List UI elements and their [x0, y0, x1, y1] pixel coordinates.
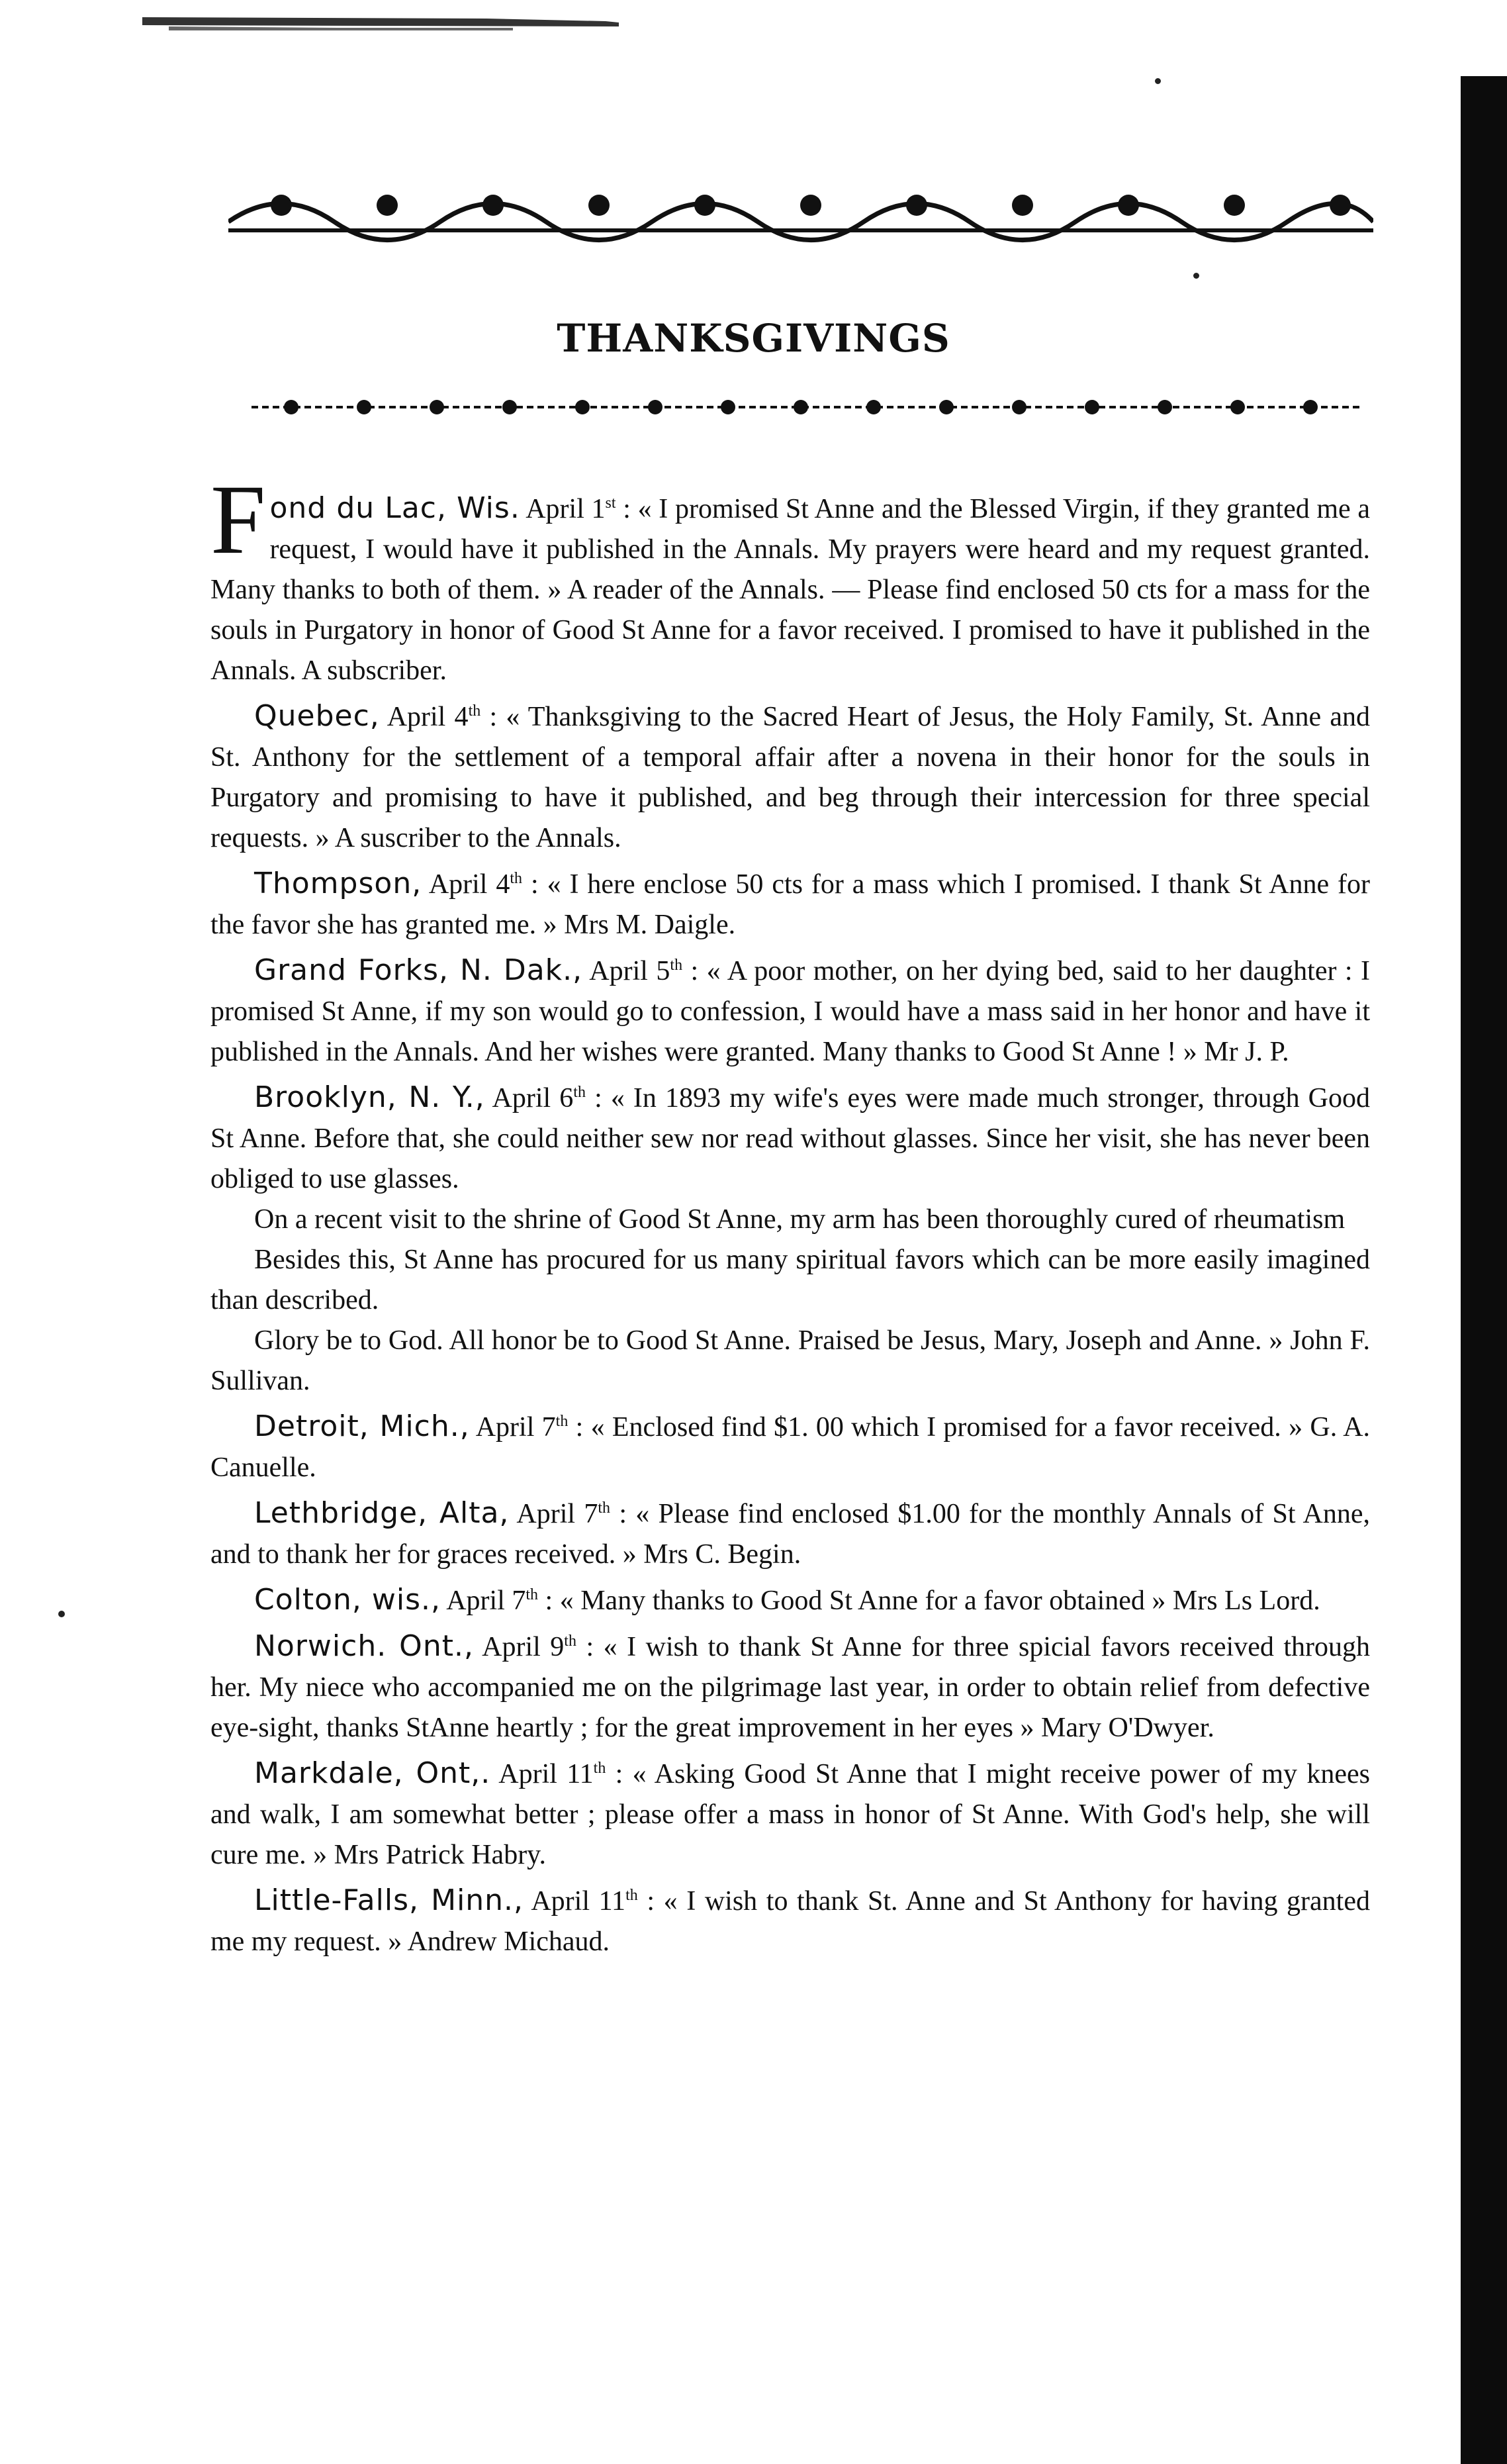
decorative-divider	[251, 394, 1363, 420]
entry-text: « I wish to thank St. Anne and St Anthony for having granted me my request. » Andrew Michaud.	[210, 1886, 1370, 1957]
entry-text: « Thanksgiving to the Sacred Heart of Jesus, the Holy Family, St. Anne and St. Anthony for the settlement of a temporal affair after a novena in their honor for the souls in Purgatory and promising to have it published, and beg through their intercession for three special requests. » A suscriber to the Annals.	[210, 702, 1370, 853]
ink-speck	[1155, 78, 1161, 84]
thanksgiving-entry	[210, 1240, 1370, 1321]
entry-date-suffix: th	[564, 1633, 576, 1650]
thanksgiving-entry: Thompson, April 4th : « I here enclose 50 cts for a mass which I promised. I thank St Anne for the favor she has granted me. » Mrs M. Daigle.	[210, 867, 1371, 940]
entry-date: April 9	[482, 1632, 565, 1662]
page-title: THANKSGIVINGS	[557, 315, 950, 361]
entry-date-suffix: th	[525, 1586, 539, 1603]
thanksgivings-article	[210, 465, 1371, 1962]
thanksgiving-entry	[210, 1321, 1370, 1401]
drop-cap: F	[210, 465, 266, 575]
entry-date: April 7	[446, 1586, 526, 1616]
entry-date-suffix: th	[573, 1084, 586, 1101]
entry-date-suffix: st	[605, 495, 616, 512]
entry-date: April 1	[525, 494, 606, 524]
entry-text: « Asking Good St Anne that I might receive power of my knees and walk, I am somewhat better ; please offer a mass in honor of St Anne. With God's help, she will cure me. » Mrs Patrick Habry.	[210, 1759, 1370, 1870]
entry-place: ond du Lac, Wis.	[269, 491, 520, 525]
entry-date-suffix: th	[670, 957, 683, 974]
thanksgiving-entry: Quebec, April 4th : « Thanksgiving to the Sacred Heart of Jesus, the Holy Family, St. Anne and St. Anthony for the settlement of a temporal affair after a novena in their honor for the souls in Purgatory and promising to have it published, and beg through their intercession for three special requests. » A suscriber to the Annals.	[210, 699, 1370, 853]
entry-place: Grand Forks, N. Dak.,	[254, 953, 583, 987]
entry-place: Detroit, Mich.,	[254, 1409, 470, 1443]
entry-place: Brooklyn, N. Y.,	[254, 1080, 485, 1114]
decorative-border-top	[228, 172, 1373, 245]
ink-speck	[1193, 273, 1199, 279]
entry-text: Glory be to God. All honor be to Good St Anne. Praised be Jesus, Mary, Joseph and Anne. » John F. Sullivan.	[210, 1325, 1370, 1396]
entry-text: « Many thanks to Good St Anne for a favor obtained » Mrs Ls Lord.	[559, 1586, 1320, 1616]
entry-place: Norwich. Ont.,	[254, 1629, 474, 1663]
entry-date-suffix: th	[593, 1760, 606, 1777]
thanksgiving-entry: Norwich. Ont., April 9th : « I wish to thank St Anne for three spicial favors received through her. My niece who accompanied me on the pilgrimage last year, in order to obtain relief from defective eye-sight, thanks StAnne heartly ; for the great improvement in her eyes » Mary O'Dwyer.	[210, 1629, 1370, 1743]
entry-date: April 6	[492, 1083, 574, 1114]
entry-date-suffix: th	[468, 702, 481, 720]
thanksgiving-entry	[210, 1200, 1370, 1240]
entry-text: « In 1893 my wife's eyes were made much stronger, through Good St Anne. Before that, she could neither sew nor read without glasses. Since her visit, she has never been obliged to use glasses.	[210, 1083, 1370, 1194]
thanksgiving-entry: Colton, wis., April 7th : « Many thanks to Good St Anne for a favor obtained » Mrs Ls Lord.	[254, 1583, 1320, 1617]
scan-smudge	[142, 12, 619, 32]
scan-edge-bar	[1461, 76, 1507, 2464]
entry-date-suffix: th	[510, 870, 523, 887]
entry-text: « Please find enclosed $1.00 for the monthly Annals of St Anne, and to thank her for graces received. » Mrs C. Begin.	[210, 1499, 1371, 1570]
entry-place: Little-Falls, Minn.,	[254, 1883, 524, 1917]
entry-date-suffix: th	[598, 1499, 611, 1517]
entry-date: April 4	[428, 869, 510, 900]
entry-place: Lethbridge, Alta,	[254, 1496, 510, 1530]
entry-text: Besides this, St Anne has procured for us many spiritual favors which can be more easily imagined than described.	[210, 1245, 1370, 1315]
entry-text: « A poor mother, on her dying bed, said to her daughter : I promised St Anne, if my son would go to confession, I would have a mass said in her honor and have it published in the Annals. And her wishes were granted. Many thanks to Good St Anne ! » Mr J. P.	[210, 956, 1371, 1067]
entry-date: April 11	[498, 1759, 594, 1789]
entry-text: On a recent visit to the shrine of Good St Anne, my arm has been thoroughly cured of rheumatism	[254, 1204, 1346, 1235]
entry-date-suffix: th	[625, 1887, 638, 1904]
entry-text: « I here enclose 50 cts for a mass which I promised. I thank St Anne for the favor she has granted me. » Mrs M. Daigle.	[210, 869, 1371, 940]
thanksgiving-entry: Brooklyn, N. Y., April 6th : « In 1893 my wife's eyes were made much stronger, through Good St Anne. Before that, she could neither sew nor read without glasses. Since her visit, she has never been obliged to use glasses.	[210, 1080, 1370, 1194]
entry-date-suffix: th	[555, 1413, 569, 1430]
thanksgiving-entry: Little-Falls, Minn., April 11th : « I wish to thank St. Anne and St Anthony for having granted me my request. » Andrew Michaud.	[210, 1883, 1370, 1957]
thanksgiving-entry: Lethbridge, Alta, April 7th : « Please find enclosed $1.00 for the monthly Annals of St Anne, and to thank her for graces received. » Mrs C. Begin.	[210, 1496, 1371, 1570]
entry-place: Markdale, Ont,.	[254, 1756, 491, 1790]
entry-text: « I promised St Anne and the Blessed Virgin, if they granted me a request, I would have it published in the Annals. My prayers were heard and my request granted. Many thanks to both of them. » A reader of the Annals. — Please find enclosed 50 cts for a mass for the souls in Purgatory in honor of Good St Anne for a favor received. I promised to have it published in the Annals. A subscriber.	[210, 494, 1371, 686]
entry-text: « I wish to thank St Anne for three spicial favors received through her. My niece who accompanied me on the pilgrimage last year, in order to obtain relief from defective eye-sight, thanks StAnne heartly ; for the great improvement in her eyes » Mary O'Dwyer.	[210, 1632, 1370, 1743]
entry-place: Colton, wis.,	[254, 1583, 441, 1617]
ink-speck	[58, 1611, 65, 1617]
thanksgiving-entry: Markdale, Ont,. April 11th : « Asking Good St Anne that I might receive power of my knees and walk, I am somewhat better ; please offer a mass in honor of St Anne. With God's help, she will cure me. » Mrs Patrick Habry.	[210, 1756, 1370, 1870]
entry-place: Quebec,	[254, 699, 380, 733]
entry-place: Thompson,	[254, 867, 422, 900]
entry-date: April 11	[531, 1886, 626, 1917]
entry-date: April 7	[475, 1412, 556, 1443]
entry-text: « Enclosed find $1. 00 which I promised for a favor received. » G. A. Canuelle.	[210, 1412, 1371, 1483]
entry-date: April 7	[516, 1499, 598, 1529]
entry-date: April 4	[387, 702, 469, 732]
thanksgiving-entry: Fond du Lac, Wis. April 1st : « I promised St Anne and the Blessed Virgin, if they granted me a request, I would have it published in the Annals. My prayers were heard and my request granted. Many thanks to both of them. » A reader of the Annals. — Please find enclosed 50 cts for a mass for the souls in Purgatory in honor of Good St Anne for a favor received. I promised to have it published in the Annals. A subscriber.	[210, 465, 1371, 686]
thanksgiving-entry: Grand Forks, N. Dak., April 5th : « A poor mother, on her dying bed, said to her daughter : I promised St Anne, if my son would go to confession, I would have a mass said in her honor and have it published in the Annals. And her wishes were granted. Many thanks to Good St Anne ! » Mr J. P.	[210, 953, 1371, 1067]
entry-date: April 5	[589, 956, 670, 986]
thanksgiving-entry: Detroit, Mich., April 7th : « Enclosed find $1. 00 which I promised for a favor received. » G. A. Canuelle.	[210, 1409, 1371, 1483]
